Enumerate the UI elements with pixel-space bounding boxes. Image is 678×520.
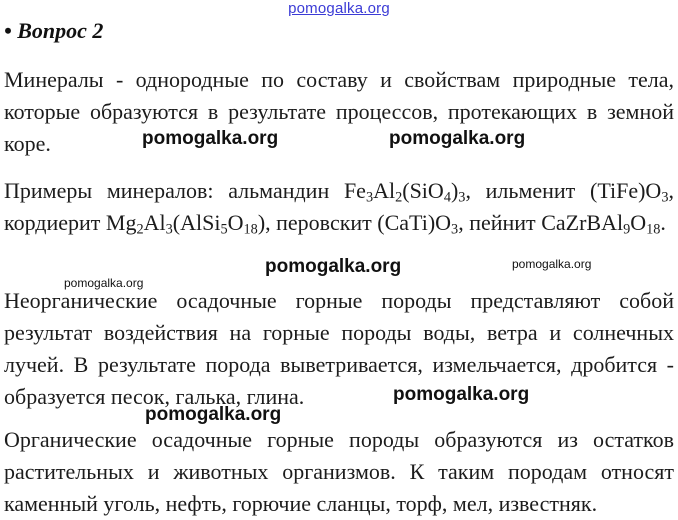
watermark-text: pomogalka.org bbox=[145, 404, 282, 425]
paragraph-minerals-definition: Минералы - однородные по составу и свойствам природные тела, которые образуются в результате процессов, протекающих в земной коре. bbox=[4, 67, 674, 156]
formula-painite: $CaZrBAl_9O_{18}$ bbox=[541, 210, 661, 238]
paragraph-inorganic-rocks: Неорганические осадочные горные породы представляют собой результат воздействия на горные породы воды, ветра и солнечных лучей. В результате порода выветривается, измельчается, дробится - образуется песок, галька, глина. bbox=[4, 288, 674, 409]
watermark-text: pomogalka.org bbox=[265, 256, 402, 277]
watermark-text: pomogalka.org bbox=[64, 276, 144, 290]
examples-intro: Примеры минералов: альмандин bbox=[4, 178, 344, 203]
label-cordierite: , кордиерит bbox=[4, 178, 674, 235]
label-painite: , пейнит bbox=[458, 210, 542, 235]
top-watermark-link[interactable]: pomogalka.org bbox=[288, 0, 390, 17]
label-ilmenite: , ильменит bbox=[465, 178, 590, 203]
paragraph-mineral-examples bbox=[4, 175, 674, 239]
formula-perovskite: $(CaTi)O_3$ bbox=[377, 210, 459, 238]
watermark-text: pomogalka.org bbox=[142, 128, 279, 149]
examples-end: . bbox=[660, 210, 666, 235]
watermark-text: pomogalka.org bbox=[393, 384, 530, 405]
paragraph-organic-rocks: Органические осадочные горные породы образуются из остатков растительных и животных организмов. К таким породам относят каменный уголь, нефть, горючие сланцы, торф, мел, известняк. bbox=[4, 427, 674, 516]
formula-almandine: $Fe_3Al_2(SiO_4)_3$ bbox=[343, 178, 466, 206]
label-perovskite: , перовскит bbox=[265, 210, 378, 235]
watermark-text: pomogalka.org bbox=[512, 257, 592, 271]
watermark-text: pomogalka.org bbox=[389, 128, 526, 149]
question-heading: • Вопрос 2 bbox=[4, 18, 104, 43]
formula-cordierite: $Mg_2Al_3(AlSi_5O_{18})$ bbox=[105, 210, 266, 238]
formula-ilmenite: $(TiFe)O_3$ bbox=[590, 178, 669, 206]
